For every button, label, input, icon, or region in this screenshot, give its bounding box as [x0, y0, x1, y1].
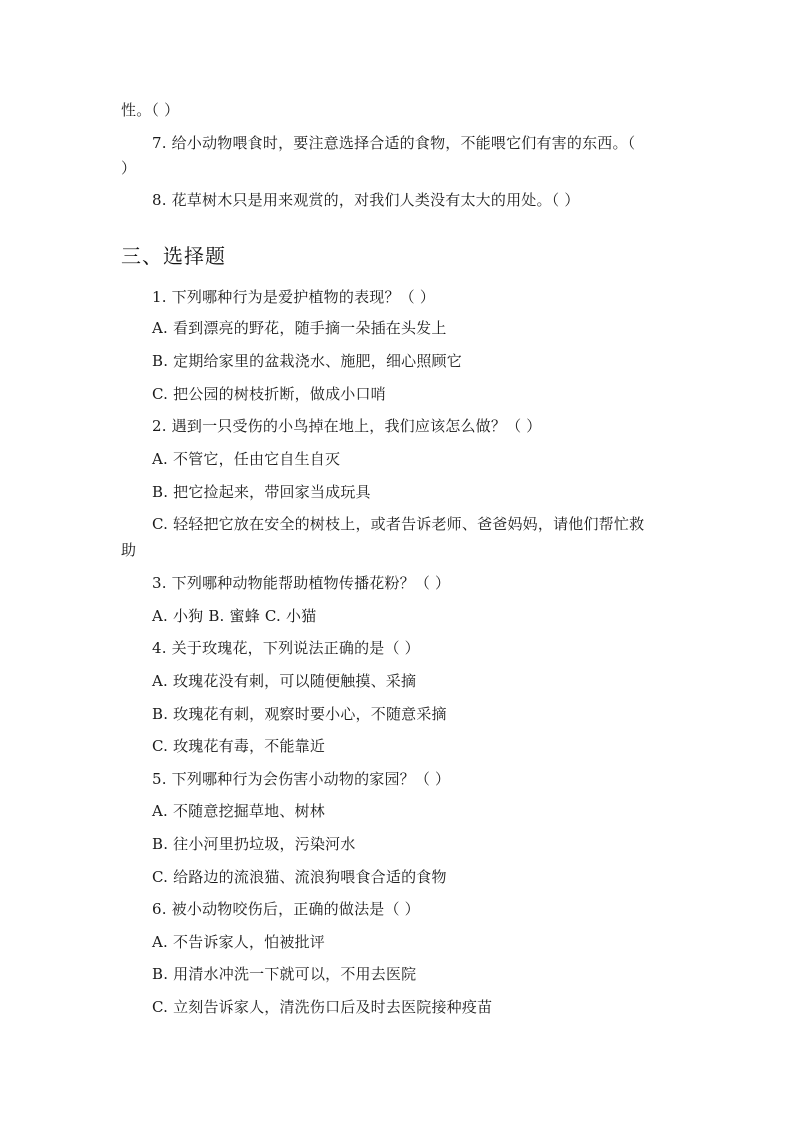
question-2-option-c: C. 轻轻把它放在安全的树枝上，或者告诉老师、爸爸妈妈，请他们帮忙救 — [152, 515, 645, 533]
question-2-option-c-continuation: 助 — [121, 541, 137, 559]
question-3: 3. 下列哪种动物能帮助植物传播花粉？（ ） — [152, 574, 451, 592]
question-4-option-c: C. 玫瑰花有毒，不能靠近 — [152, 737, 326, 755]
question-6-option-a: A. 不告诉家人，怕被批评 — [152, 933, 325, 951]
question-4: 4. 关于玫瑰花，下列说法正确的是（ ） — [152, 639, 420, 657]
question-3-options: A. 小狗 B. 蜜蜂 C. 小猫 — [152, 607, 317, 625]
question-5-option-c: C. 给路边的流浪猫、流浪狗喂食合适的食物 — [152, 868, 447, 886]
question-6: 6. 被小动物咬伤后，正确的做法是（ ） — [152, 900, 420, 918]
tf-item-7: 7. 给小动物喂食时，要注意选择合适的食物，不能喂它们有害的东西。（ — [152, 134, 636, 152]
question-2-option-a: A. 不管它，任由它自生自灭 — [152, 450, 341, 468]
tf-item-8: 8. 花草树木只是用来观赏的，对我们人类没有太大的用处。（ ） — [152, 191, 580, 209]
section-heading-choice: 三、选择题 — [121, 244, 226, 268]
question-5-option-a: A. 不随意挖掘草地、树林 — [152, 802, 325, 820]
question-4-option-a: A. 玫瑰花没有刺，可以随便触摸、采摘 — [152, 672, 417, 690]
question-6-option-b: B. 用清水冲洗一下就可以，不用去医院 — [152, 965, 417, 983]
question-5-option-b: B. 往小河里扔垃圾，污染河水 — [152, 835, 356, 853]
question-1: 1. 下列哪种行为是爱护植物的表现？（ ） — [152, 288, 436, 306]
question-2-option-b: B. 把它捡起来，带回家当成玩具 — [152, 483, 371, 501]
question-1-option-a: A. 看到漂亮的野花，随手摘一朵插在头发上 — [152, 319, 447, 337]
tf-item-7-continuation: ） — [121, 159, 137, 177]
question-1-option-c: C. 把公园的树枝折断，做成小口哨 — [152, 385, 386, 403]
question-6-option-c: C. 立刻告诉家人，清洗伤口后及时去医院接种疫苗 — [152, 998, 493, 1016]
question-1-option-b: B. 定期给家里的盆栽浇水、施肥，细心照顾它 — [152, 352, 462, 370]
question-2: 2. 遇到一只受伤的小鸟掉在地上，我们应该怎么做？（ ） — [152, 417, 542, 435]
question-4-option-b: B. 玫瑰花有刺，观察时要小心，不随意采摘 — [152, 705, 447, 723]
tf-item-6-continuation: 性。（ ） — [121, 101, 180, 119]
question-5: 5. 下列哪种行为会伤害小动物的家园？（ ） — [152, 770, 451, 788]
